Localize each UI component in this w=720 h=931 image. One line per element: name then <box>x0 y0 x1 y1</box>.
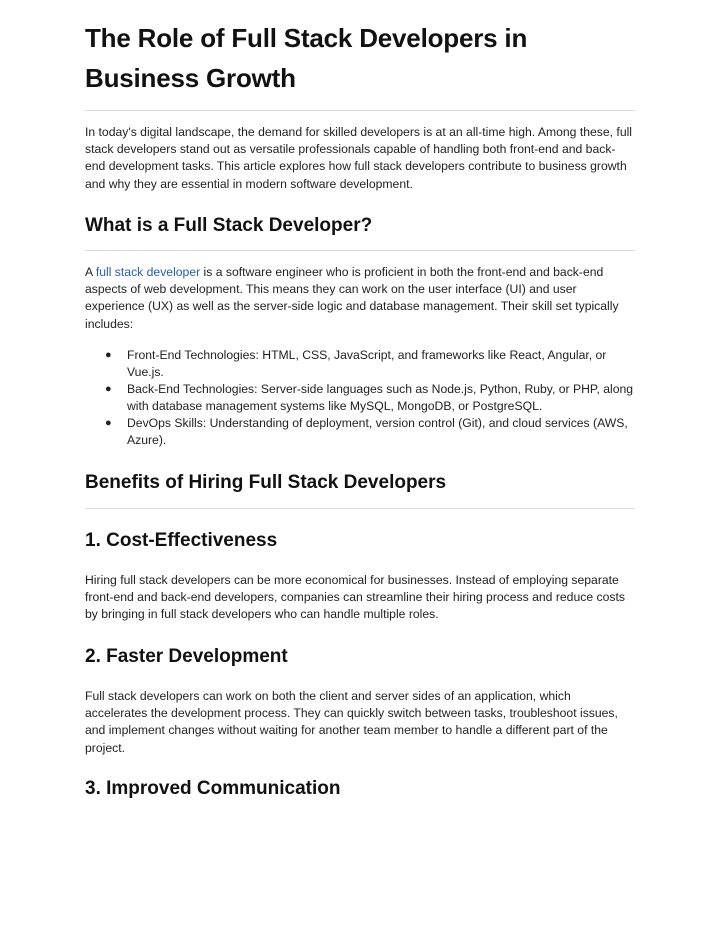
what-para-prefix: A <box>85 265 96 279</box>
faster-development-paragraph: Full stack developers can work on both the client and server sides of an application, which accelerates the development process. They can quickly switch between tasks, troubleshoot issues, and implement changes without waiting for another team member to handle a different part of the project. <box>85 689 618 755</box>
title-divider <box>85 110 635 111</box>
list-item-text: Back-End Technologies: Server-side languages such as Node.js, Python, Ruby, or PHP, along with database management systems like MySQL, MongoDB, or PostgreSQL. <box>127 382 634 413</box>
bullet-icon: ● <box>105 417 112 429</box>
page-title: The Role of Full Stack Developers in Business Growth <box>85 23 528 93</box>
section-what-divider <box>85 250 635 251</box>
bullet-icon: ● <box>105 383 112 395</box>
section-heading-benefits: Benefits of Hiring Full Stack Developers <box>85 472 447 493</box>
intro-paragraph: In today's digital landscape, the demand for skilled developers is at an all-time high. Among these, full stack developers stand out as versatile professionals capable of handling both front-end and back-end development tasks. This article explores how full stack developers contribute to business growth and why they are essential in modern software development. <box>85 125 633 191</box>
section-benefits-divider <box>85 508 635 509</box>
subheading-faster-development: 2. Faster Development <box>85 646 288 667</box>
subheading-cost-effectiveness: 1. Cost-Effectiveness <box>85 530 278 551</box>
list-item-text: Front-End Technologies: HTML, CSS, JavaScript, and frameworks like React, Angular, or Vue.js. <box>127 348 607 379</box>
full-stack-developer-link[interactable]: full stack developer <box>95 265 201 279</box>
bullet-icon: ● <box>105 349 112 361</box>
what-paragraph <box>85 264 635 333</box>
list-item <box>85 415 635 449</box>
list-item <box>85 347 635 381</box>
subheading-improved-communication: 3. Improved Communication <box>85 778 341 799</box>
skills-list <box>85 347 635 449</box>
list-item-text: DevOps Skills: Understanding of deployment, version control (Git), and cloud services (AWS, Azure). <box>127 416 628 447</box>
list-item <box>85 381 635 415</box>
cost-effectiveness-paragraph: Hiring full stack developers can be more economical for businesses. Instead of employing separate front-end and back-end developers, companies can streamline their hiring process and reduce costs by bringing in full stack developers who can handle multiple roles. <box>85 573 625 622</box>
section-heading-what: What is a Full Stack Developer? <box>85 215 373 236</box>
what-para-suffix: is a software engineer who is proficient in both the front-end and back-end aspects of web development. This means they can work on the user interface (UI) and user experience (UX) as well as the server-side logic and database management. Their skill set typically includes: <box>85 265 619 331</box>
